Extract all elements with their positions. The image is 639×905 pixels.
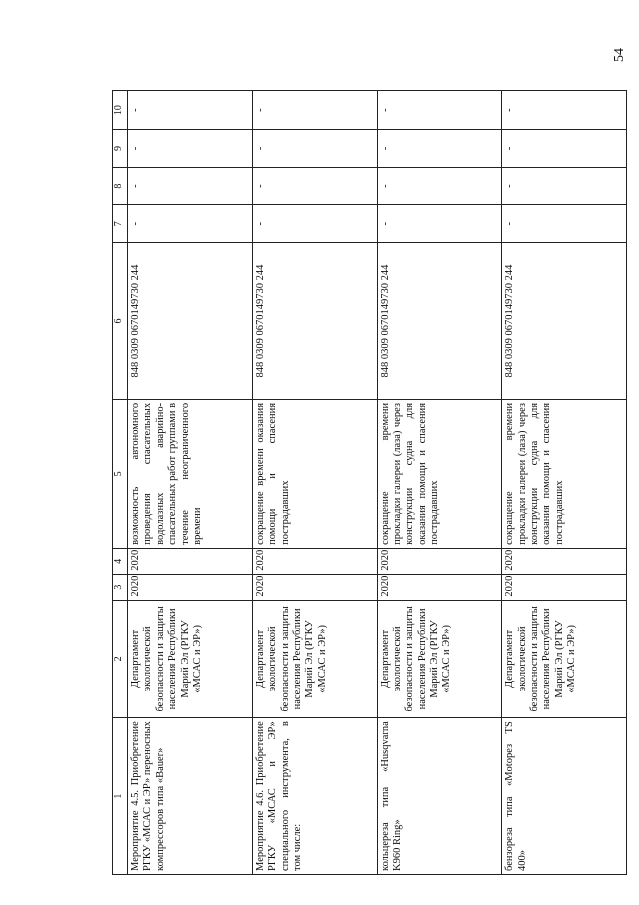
start-year: 2020 — [252, 574, 377, 600]
budget-code: 848 0309 0670149730 244 — [502, 243, 627, 400]
header-cell-8: 8 — [113, 167, 128, 205]
table-row — [252, 91, 377, 875]
start-year: 2020 — [128, 574, 253, 600]
responsible-executor: Департамент экологической безопасности и защиты населения Республики Марий Эл (РГКУ «МСАС и ЭР») — [128, 600, 253, 718]
start-year: 2020 — [502, 574, 627, 600]
measures-table — [112, 90, 627, 875]
table-row — [502, 91, 627, 875]
header-cell-2: 2 — [113, 600, 128, 718]
cell-col-7: - — [128, 205, 253, 243]
end-year: 2020 — [377, 548, 502, 574]
end-year: 2020 — [128, 548, 253, 574]
responsible-executor: Департамент экологической безопасности и защиты населения Республики Марий Эл (РГКУ «МСАС и ЭР») — [502, 600, 627, 718]
cell-col-10: - — [377, 91, 502, 130]
cell-col-7: - — [252, 205, 377, 243]
cell-col-8: - — [502, 167, 627, 205]
header-cell-4: 4 — [113, 548, 128, 574]
responsible-executor: Департамент экологической безопасности и защиты населения Республики Марий Эл (РГКУ «МСАС и ЭР») — [377, 600, 502, 718]
expected-result: возможность автономного проведения спасательных водолазных аварийно-спасательных работ группами в течение неограниченного времени — [128, 399, 253, 548]
header-cell-6: 6 — [113, 243, 128, 400]
measure-name: бензореза типа «Motopез TS 400» — [502, 718, 627, 875]
responsible-executor: Департамент экологической безопасности и защиты населения Республики Марий Эл (РГКУ «МСАС и ЭР») — [252, 600, 377, 718]
expected-result: сокращение времени прокладки галереи (лаза) через конструкции судна для оказания помощи и спасения пострадавших — [377, 399, 502, 548]
cell-col-10: - — [128, 91, 253, 130]
cell-col-7: - — [502, 205, 627, 243]
measure-name: кольцереза типа «Husqvarna K960 Ring» — [377, 718, 502, 875]
cell-col-8: - — [377, 167, 502, 205]
cell-col-9: - — [128, 130, 253, 168]
cell-col-7: - — [377, 205, 502, 243]
cell-col-10: - — [502, 91, 627, 130]
cell-col-10: - — [252, 91, 377, 130]
measure-name: Мероприятие 4.6. Приобретение РГКУ «МСАС и ЭР» специального инструмента, в том числе: — [252, 718, 377, 875]
start-year: 2020 — [377, 574, 502, 600]
cell-col-8: - — [128, 167, 253, 205]
header-row — [113, 91, 128, 875]
cell-col-9: - — [502, 130, 627, 168]
end-year: 2020 — [502, 548, 627, 574]
expected-result: сокращение времени прокладки галереи (лаза) через конструкции судна для оказания помощи и спасения пострадавших — [502, 399, 627, 548]
expected-result: сокращение времени оказания помощи и спасения пострадавших — [252, 399, 377, 548]
page-number: 54 — [612, 48, 627, 62]
measure-name: Мероприятие 4.5. Приобретение РГКУ «МСАС и ЭР» переносных компрессоров типа «Bauer» — [128, 718, 253, 875]
cell-col-9: - — [252, 130, 377, 168]
cell-col-8: - — [252, 167, 377, 205]
rotated-table — [112, 90, 627, 875]
cell-col-9: - — [377, 130, 502, 168]
header-cell-9: 9 — [113, 130, 128, 168]
header-cell-5: 5 — [113, 399, 128, 548]
budget-code: 848 0309 0670149730 244 — [252, 243, 377, 400]
table-row — [128, 91, 253, 875]
header-cell-3: 3 — [113, 574, 128, 600]
header-cell-1: 1 — [113, 718, 128, 875]
budget-code: 848 0309 0670149730 244 — [128, 243, 253, 400]
table-row — [377, 91, 502, 875]
header-cell-10: 10 — [113, 91, 128, 130]
end-year: 2020 — [252, 548, 377, 574]
budget-code: 848 0309 0670149730 244 — [377, 243, 502, 400]
header-cell-7: 7 — [113, 205, 128, 243]
